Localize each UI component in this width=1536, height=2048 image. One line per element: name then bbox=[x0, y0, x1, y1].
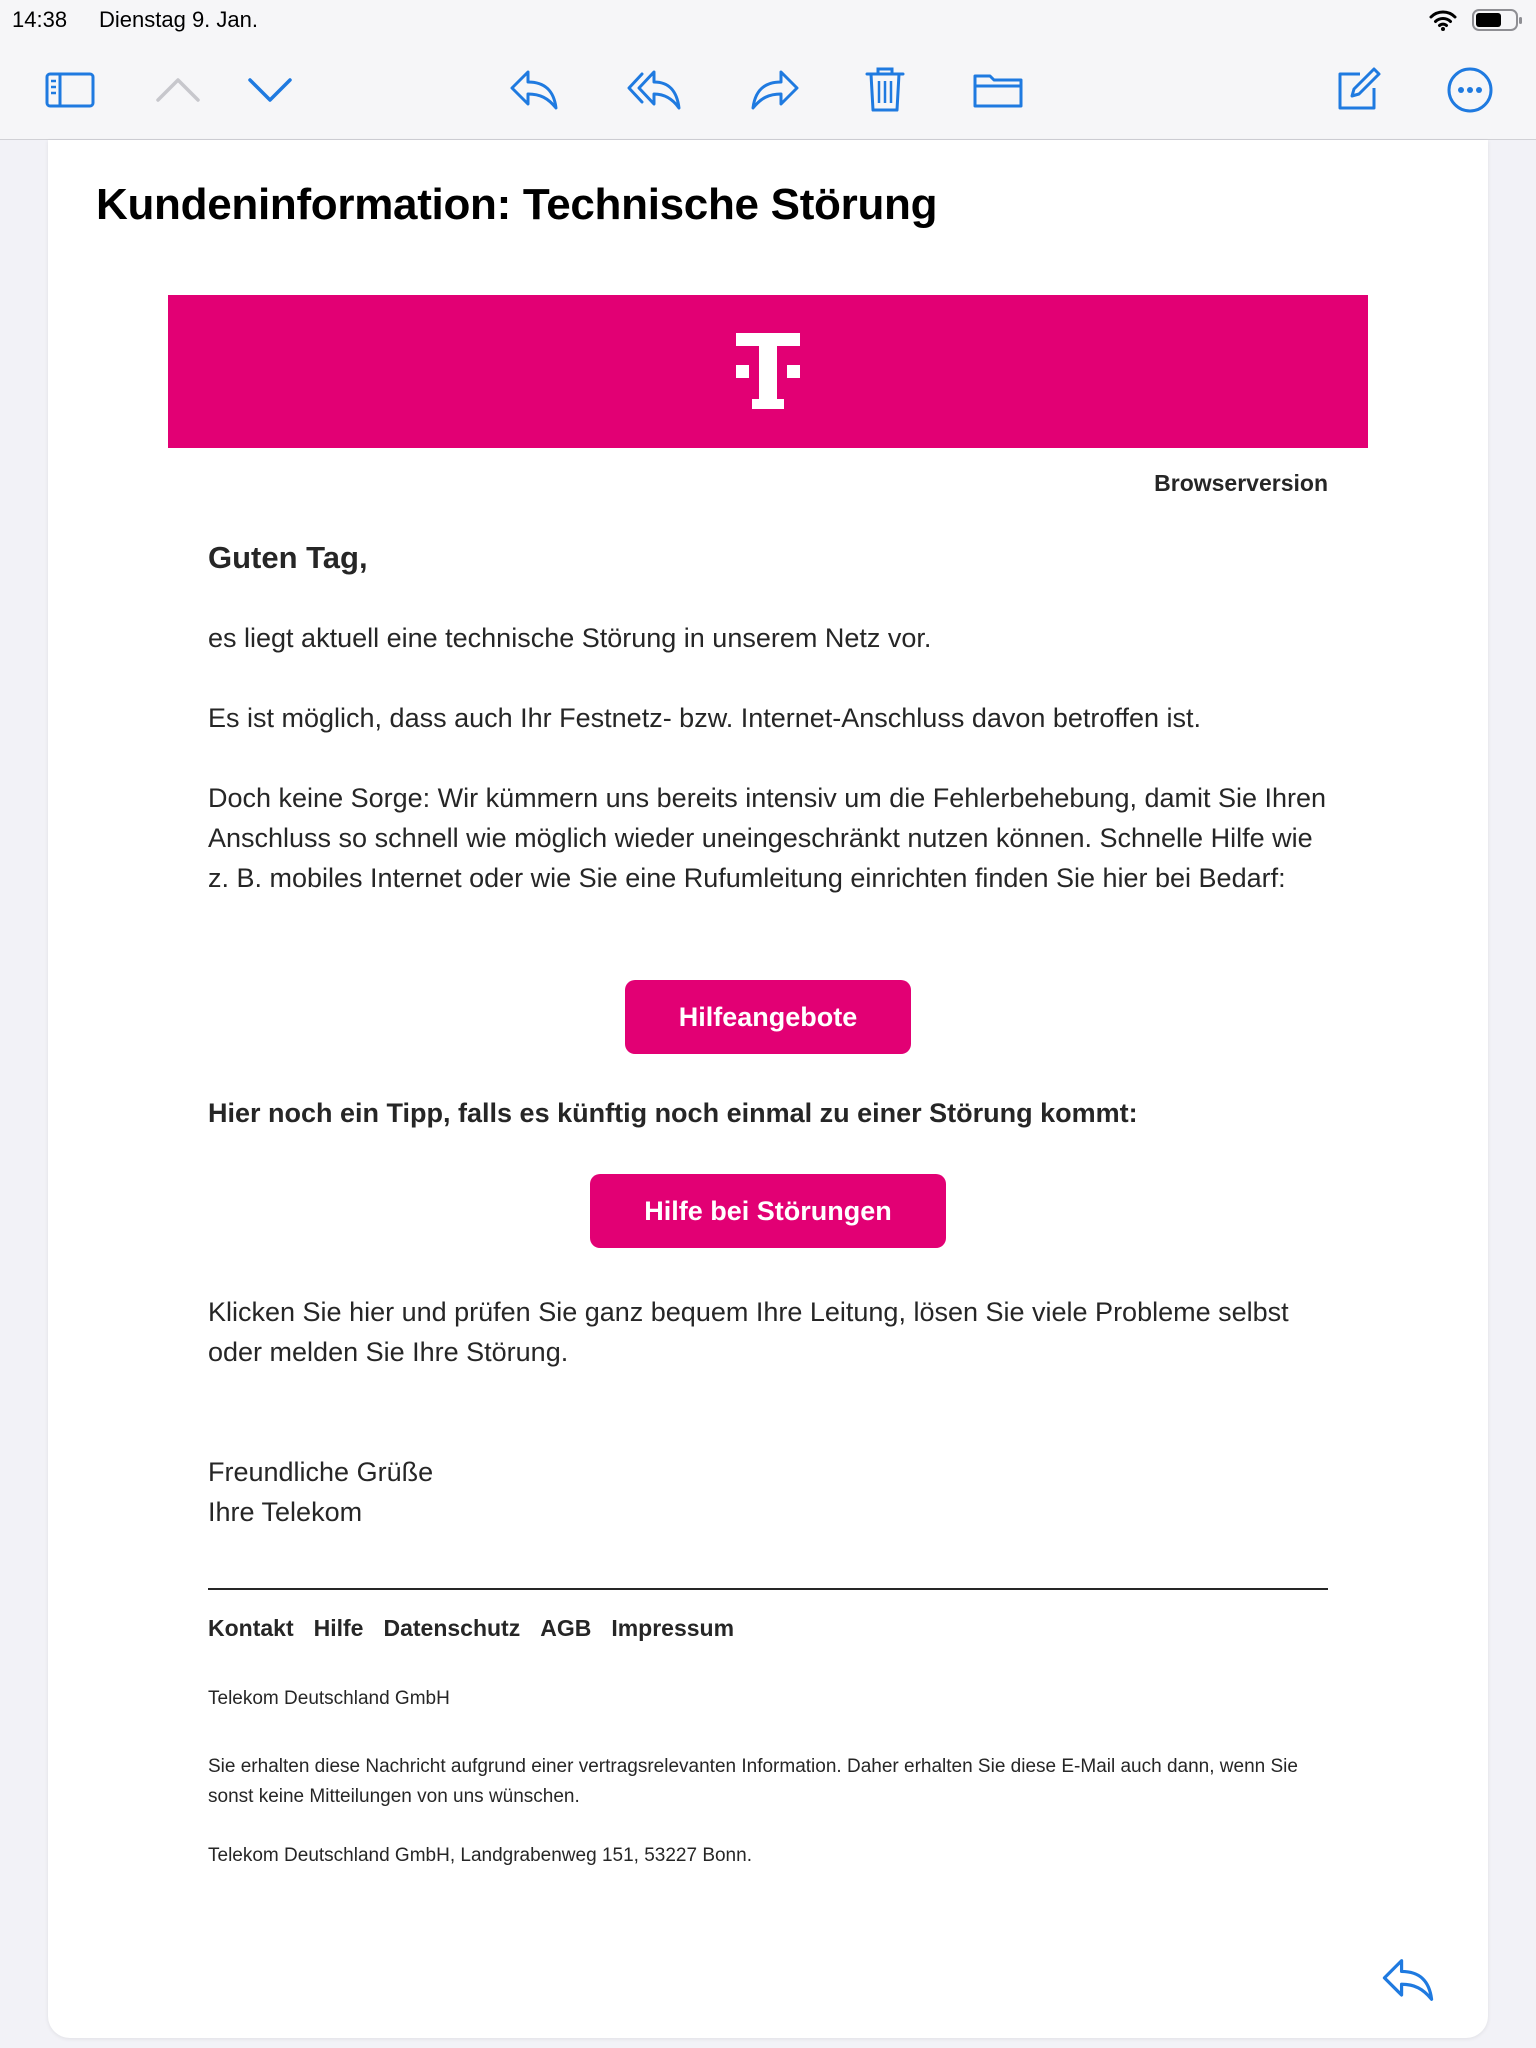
compose-icon bbox=[1330, 62, 1386, 118]
browser-version-link[interactable]: Browserversion bbox=[1154, 470, 1328, 496]
more-button[interactable] bbox=[1440, 60, 1500, 120]
tip-heading: Hier noch ein Tipp, falls es künftig noch einmal zu einer Störung kommt: bbox=[208, 1098, 1138, 1128]
paragraph-4: Klicken Sie hier und prüfen Sie ganz bequem Ihre Leitung, lösen Sie viele Probleme selbst oder melden Sie Ihre Störung. bbox=[208, 1297, 1289, 1367]
mail-toolbar bbox=[0, 40, 1536, 140]
footer-company: Telekom Deutschland GmbH bbox=[208, 1688, 450, 1709]
next-message-button[interactable] bbox=[240, 60, 300, 120]
sidebar-button[interactable] bbox=[40, 60, 100, 120]
chevron-up-icon bbox=[150, 62, 206, 118]
closing-line-2: Ihre Telekom bbox=[208, 1497, 363, 1527]
footer-link-hilfe[interactable]: Hilfe bbox=[313, 1615, 364, 1641]
paragraph-1: es liegt aktuell eine technische Störung in unserem Netz vor. bbox=[208, 623, 932, 653]
status-date: Dienstag 9. Jan. bbox=[99, 7, 258, 32]
reply-button[interactable] bbox=[504, 60, 564, 120]
greeting: Guten Tag, bbox=[208, 540, 368, 575]
footer-link-agb[interactable]: AGB bbox=[540, 1615, 592, 1641]
trash-icon bbox=[857, 62, 913, 118]
email-subject: Kundeninformation: Technische Störung bbox=[96, 180, 938, 229]
telekom-banner bbox=[168, 295, 1368, 448]
reply-all-button[interactable] bbox=[624, 60, 684, 120]
chevron-down-icon bbox=[242, 62, 298, 118]
paragraph-2: Es ist möglich, dass auch Ihr Festnetz- bzw. Internet-Anschluss davon betroffen ist. bbox=[208, 703, 1201, 733]
battery-icon bbox=[1472, 8, 1524, 32]
reply-icon[interactable] bbox=[1378, 1950, 1438, 2010]
footer-links bbox=[208, 1615, 734, 1642]
footer-notice: Sie erhalten diese Nachricht aufgrund einer vertragsrelevanten Information. Daher erhalten Sie diese E-Mail auch dann, wenn Sie sonst keine Mitteilungen von uns wünschen. bbox=[208, 1756, 1298, 1807]
status-bar bbox=[0, 0, 1536, 40]
status-time: 14:38 bbox=[12, 7, 68, 32]
sidebar-icon bbox=[42, 62, 98, 118]
paragraph-3: Doch keine Sorge: Wir kümmern uns bereits intensiv um die Fehlerbehebung, damit Sie Ihren Anschluss so schnell wie möglich wieder uneingeschränkt nutzen können. Schnelle Hilfe wie z. B. mobiles Internet oder wie Sie eine Rufumleitung einrichten finden Sie hier bei Bedarf: bbox=[208, 783, 1327, 893]
more-icon bbox=[1442, 62, 1498, 118]
forward-icon bbox=[747, 62, 803, 118]
closing-line-1: Freundliche Grüße bbox=[208, 1457, 434, 1487]
footer-link-datenschutz[interactable]: Datenschutz bbox=[383, 1615, 521, 1641]
forward-button[interactable] bbox=[745, 60, 805, 120]
folder-icon bbox=[970, 62, 1026, 118]
delete-button[interactable] bbox=[855, 60, 915, 120]
footer-link-kontakt[interactable]: Kontakt bbox=[208, 1615, 294, 1641]
footer-address: Telekom Deutschland GmbH, Landgrabenweg 151, 53227 Bonn. bbox=[208, 1845, 752, 1866]
compose-button[interactable] bbox=[1328, 60, 1388, 120]
reply-all-icon bbox=[626, 62, 682, 118]
move-to-folder-button[interactable] bbox=[968, 60, 1028, 120]
footer-divider bbox=[208, 1588, 1328, 1590]
telekom-logo-icon bbox=[730, 333, 806, 409]
previous-message-button[interactable] bbox=[148, 60, 208, 120]
help-offers-button[interactable]: Hilfeangebote bbox=[625, 980, 911, 1054]
email-content bbox=[48, 140, 1488, 2038]
fault-help-button[interactable]: Hilfe bei Störungen bbox=[590, 1174, 946, 1248]
footer-link-impressum[interactable]: Impressum bbox=[611, 1615, 735, 1641]
wifi-icon bbox=[1428, 8, 1458, 32]
reply-icon bbox=[506, 62, 562, 118]
